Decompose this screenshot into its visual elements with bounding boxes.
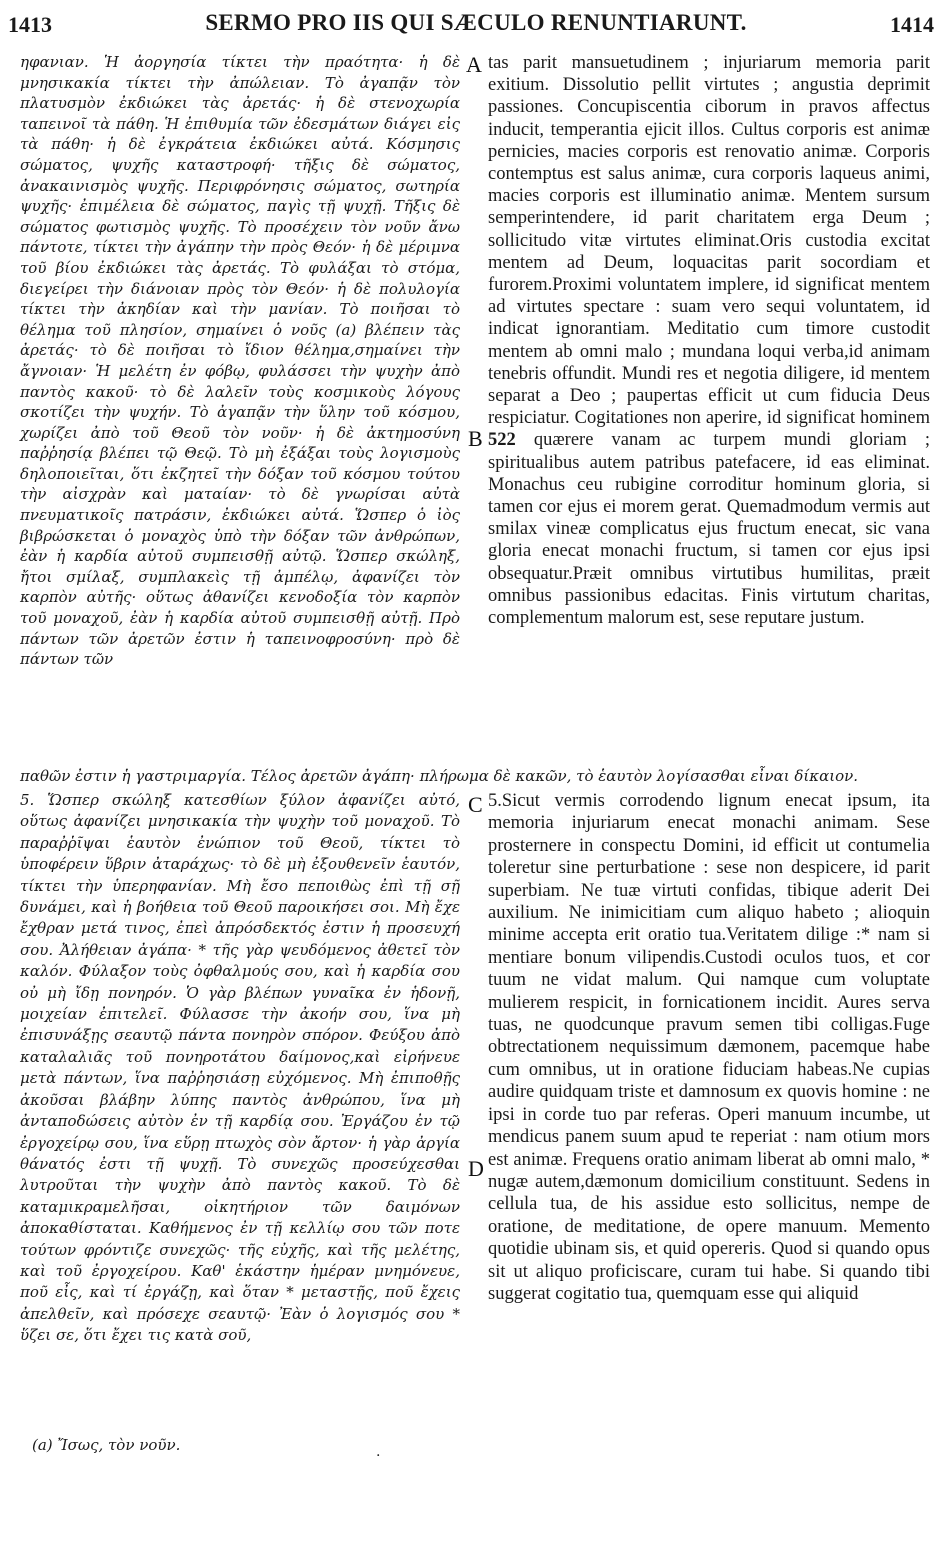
footnote: (a) Ἴσως, τὸν νοῦν. [32,1436,181,1454]
page-header [0,0,952,50]
right-page-number: 1414 [890,12,934,37]
latin-text-part-1: tas parit mansuetudinem ; injuriarum memoria parit exitium. Dissolutio pellit virtutes ; angustia deprimit passiones. Concupiscentia ciborum in pravos affectus inducit, temperantia ejicit illos. Cultus corporis est animæ pernicies, macies corporis est renovatio animæ. Corporis contemptus est salus animæ, cura corporis laqueus animi, macies corporis est illuminatio animæ. Mentem sursum semperintendere, id parit charitatem erga Deum ; sollicitudo vitæ virtutes eliminat.Oris custodia excitat mentem ad Deum, loquacitas parit socordiam et furorem.Proximi voluntatem implere, id significat mentem ad virtutes spectare : suam vero sequi voluntatem, id indicat ignorantiam. Meditatio cum timore custodit mentem ab omni malo ; mundana loqui verba,id animam tenebris offundit. Mundi res et negotia diligere, id mentem separat a Deo ; paupertas efficit ut cum fiducia Deus respiciatur. Cogitationes non aperire, id significat hominem [488,53,930,429]
greek-spanning-line: παθῶν ἐστιν ἡ γαστριμαργία. Τέλος ἀρετῶν ἀγάπη· πλήρωμα δὲ κακῶν, τὸ ἑαυτὸν λογίσασθαι εἶναι δίκαιον. [20,767,859,785]
column-number: 522 [488,430,516,451]
margin-marker-d: D [468,1156,484,1181]
latin-column-bottom: 5.Sicut vermis corrodendo lignum enecat ipsum, ita memoria injuriarum enecat monachi animam. Sese prosternere in conspectu Domini, id efficit ut contumelia toleretur sine perturbatione : sese non despicere, id parit superbiam. Ne tuæ virtuti confidas, tibique aderit Dei auxilium. Ne inimicitiam cum aliquo habeto ; alioquin minime accepta erit oratio tua.Veritatem dilige :* nam si mentiare bonum vilipendis.Custodi oculos tuos, et cor tuum ne vidat malum. Qui namque cum voluptate mulierem respicit, in fornicationem incidit. Aures serva tuas, ne quodcunque pravum semen tibi colligas.Fuge obtrectationem nequissimum dæmonem, pacemque habe cum omnibus, ut in oratione fiduciam habeas.Ne cupias audire quidquam triste et damnosum ex quovis homine : ne ipsi in corde tuo par referas. Operi manuum incumbe, ut mendicus panem suum apud te reperiat : nam otium mors est animæ. Frequens oratio animam liberat ab omni malo, * nugæ autem,dæmonum domicilium constituunt. Sedens in cellula tua, de his assidue esto sollicitus, nempe de oratione, de meditatione, de opere manuum. Memento quotidie ubinam sis, et quid opereris. Quod si quando opus sit ut aliquo proficiscare, curam tui habe. Si quando tibi suggerat cogitatio tua, quemquam esse qui aliquid [488,791,930,1304]
margin-marker-a: A [466,52,482,77]
greek-column-bottom: 5. Ὥσπερ σκώληξ κατεσθίων ξύλον ἀφανίζει αὐτό, οὕτως ἀφανίζει μνησικακία τὴν ψυχὴν τοῦ μοναχοῦ. Τὸ παραῤῥῖψαι ἑαυτὸν ἐνώπιον τοῦ Θεοῦ, τίκτει τὸ ὑποφέρειν ὕβριν ἀταράχως· τὸ δὲ μὴ ἐξουθενεῖν ἑαυτόν, τίκτει τὴν ὑπερηφανίαν. Μὴ ἔσο πεποιθὼς ἐπὶ τῇ σῇ δυνάμει, καὶ ἡ βοήθεια τοῦ Θεοῦ παροικήσει σοι. Μὴ ἔχε ἔχθραν μετά τινος, ἐπεὶ ἀπρόσδεκτός ἐστιν ἡ προσευχή σου. Ἀλήθειαν ἀγάπα· * τῆς γὰρ ψευδόμενος ἀθετεῖ τὸν καλόν. Φύλαξον τοὺς ὀφθαλμούς σου, καὶ ἡ καρδία σου οὐ μὴ ἴδῃ πονηρόν. Ὁ γὰρ βλέπων γυναῖκα ἐν ἡδονῇ, μοιχείαν ἐπιτελεῖ. Φύλασσε τὴν ἀκοήν σου, ἵνα μὴ ἐπισυνάξῃς σεαυτῷ πάντα πονηρὸν σπόρον. Φεύξου ἀπὸ καταλαλιᾶς τοῦ πονηροτάτου δαίμονος,καὶ εἰρήνευε μετὰ πάντων, ἵνα παῤῥησιάσῃ εὐχόμενος. Μὴ ἐπιποθῇς ἀκοῦσαι βλάβην λύπης παντὸς ἀνθρώπου, ἵνα μὴ ἀνταποδώσεις αὐτὸν ἐν τῇ καρδίᾳ σου. Ἐργάζου ἐν τῷ ἐργοχείρῳ σου, ἵνα εὕρῃ πτωχὸς σὸν ἄρτον· ἡ γὰρ ἀργία θάνατός ἐστι τῇ ψυχῇ. Τὸ συνεχῶς προσεύχεσθαι λυτροῦται τὴν ψυχὴν ἀπὸ παντὸς κακοῦ. Τὸ δὲ καταμικραμελῆσαι, οἰκητήριον τῶν δαιμόνων ἀποκαθίσταται. Καθήμενος ἐν τῇ κελλίῳ σου τῶν ποτε τούτων φρόντιζε συνεχῶς· τῆς εὐχῆς, καὶ τῆς μελέτης, καὶ τοῦ ἐργοχείρου. Καθ' ἑκάστην ἡμέραν μνημόνευε, ποῦ εἶς, καὶ τί ἐργάζῃ, καὶ ὅταν * μεταστῇς, ποῦ ἔχεις ἀπελθεῖν, καὶ πρόσεχε σεαυτῷ· Ἐὰν ὁ λογισμός σου * ὕζει σε, ὅτι ἔχει τις κατὰ σοῦ, [20,791,460,1345]
running-title: SERMO PRO IIS QUI SÆCULO RENUNTIARUNT. [205,10,747,35]
greek-column-top: ηφανιαν. Ἡ ἀοργησία τίκτει τὴν πραότητα· ἡ δὲ μνησικακία τίκτει τὴν ἀπώλειαν. Τὸ ἀγαπᾷν τὸν πλατυσμὸν ἐκδιώκει τὰς ἀρετάς· ἡ δὲ στενοχωρία ταπεινοῖ τὰ πάθη. Ἡ ἐπιθυμία τῶν ἐδεσμάτων διάγει εἰς τὰ πάθη· ἡ δὲ ἐγκράτεια ἐκδιώκει αὐτά. Κόσμησις σώματος, ψυχῆς καταστροφή· τῆξις δὲ σώματος, ἀνακαινισμὸς ψυχῆς. Περιφρόνησις σώματος, σωτηρία ψυχῆς· ἐπιμέλεια δὲ σώματος, παγὶς τῇ ψυχῇ. Τῆξις δὲ σώματος φωτισμὸς ψυχῆς. Τὸ προσέχειν τὸν νοῦν ἄνω πάντοτε, τίκτει τὴν ἀγάπην τὴν πρὸς Θεόν· ἡ δὲ μέριμνα τοῦ βίου ἐκδιώκει τὰς ἀρετάς. Τὸ φυλάξαι τὸ στόμα, διεγείρει τὴν διάνοιαν πρὸς τὸν Θεόν· ἡ δὲ πολυλογία τίκτει τὴν ἀκηδίαν καὶ τὴν μανίαν. Τὸ ποιῆσαι τὸ θέλημα τοῦ πλησίον, σημαίνει ὁ νοῦς (a) βλέπειν τὰς ἀρετάς· τὸ δὲ ποιῆσαι τὸ ἴδιον θέλημα,σημαίνει τὴν ἄγνοιαν· Ἡ μελέτη ἐν φόβῳ, φυλάσσει τὴν ψυχὴν ἀπὸ παντὸς κακοῦ· τὸ δὲ λαλεῖν τοὺς κοσμικοὺς λόγους σκοτίζει τὴν ψυχήν. Τὸ ἀγαπᾷν τὴν ὕλην τοῦ κόσμου, χωρίζει ἀπὸ τοῦ Θεοῦ τὸν νοῦν· ἡ δὲ ἀκτημοσύνη παῤῥησίᾳ βλέπει τῷ Θεῷ. Τὸ μὴ ἐξάξαι τοὺς λογισμοὺς δηλοποιεῖται, ὅτι ἐκζητεῖ τὴν δόξαν τοῦ κόσμου τούτου τὴν αἰσχρὰν καὶ ματαίαν· τὸ δὲ γνωρίσαι αὐτὰ πνευματικοῖς πατράσιν, ἐκδιώκει αὐτά. Ὥσπερ ὁ ἰὸς βιβρώσκεται ὁ μοναχὸς ὑπὸ τὴν δόξαν τῶν ἀνθρώπων, ἐὰν ἡ καρδία αὐτοῦ συμπεισθῇ αὐτῷ. Ὥσπερ σκώληξ, ἤτοι σμίλαξ, συμπλακεὶς τῇ ἀμπέλῳ, ἀφανίζει τὸν καρπὸν αὐτῆς· οὕτως ἀθανίζει κενοδοξία τὸν καρπὸν τοῦ μοναχοῦ, ἐὰν ἡ καρδία αὐτοῦ συμπεισθῇ αὐτῇ. Πρὸ πάντων τῶν ἀρετῶν ἐστιν ἡ ταπεινοφροσύνη· πρὸ δὲ πάντων τῶν [20,53,460,669]
margin-marker-c: C [468,792,483,817]
latin-column-top [488,52,930,629]
stray-mark: . [376,1444,381,1460]
margin-marker-b: B [468,426,483,451]
left-page-number: 1413 [8,12,52,37]
latin-text-part-2: quærere vanam ac turpem mundi gloriam ; spiritualibus autem patribus patefacere, id eas eliminat. Monachus ceu rubigine corroditur hominum gloria, si tamen cor ejus ei morem gerat. Quemadmodum vermis aut smilax vineæ complicatus ejus fructum enecat, sic vana gloria enecat monachi fructum, si tamen cor ejus ipsi obsequatur.Præit omnibus virtutibus humilitas, præit omnibus passionibus edacitas. Finis virtutum charitas, complementum malorum est, sese reputare justum. [488,430,931,629]
